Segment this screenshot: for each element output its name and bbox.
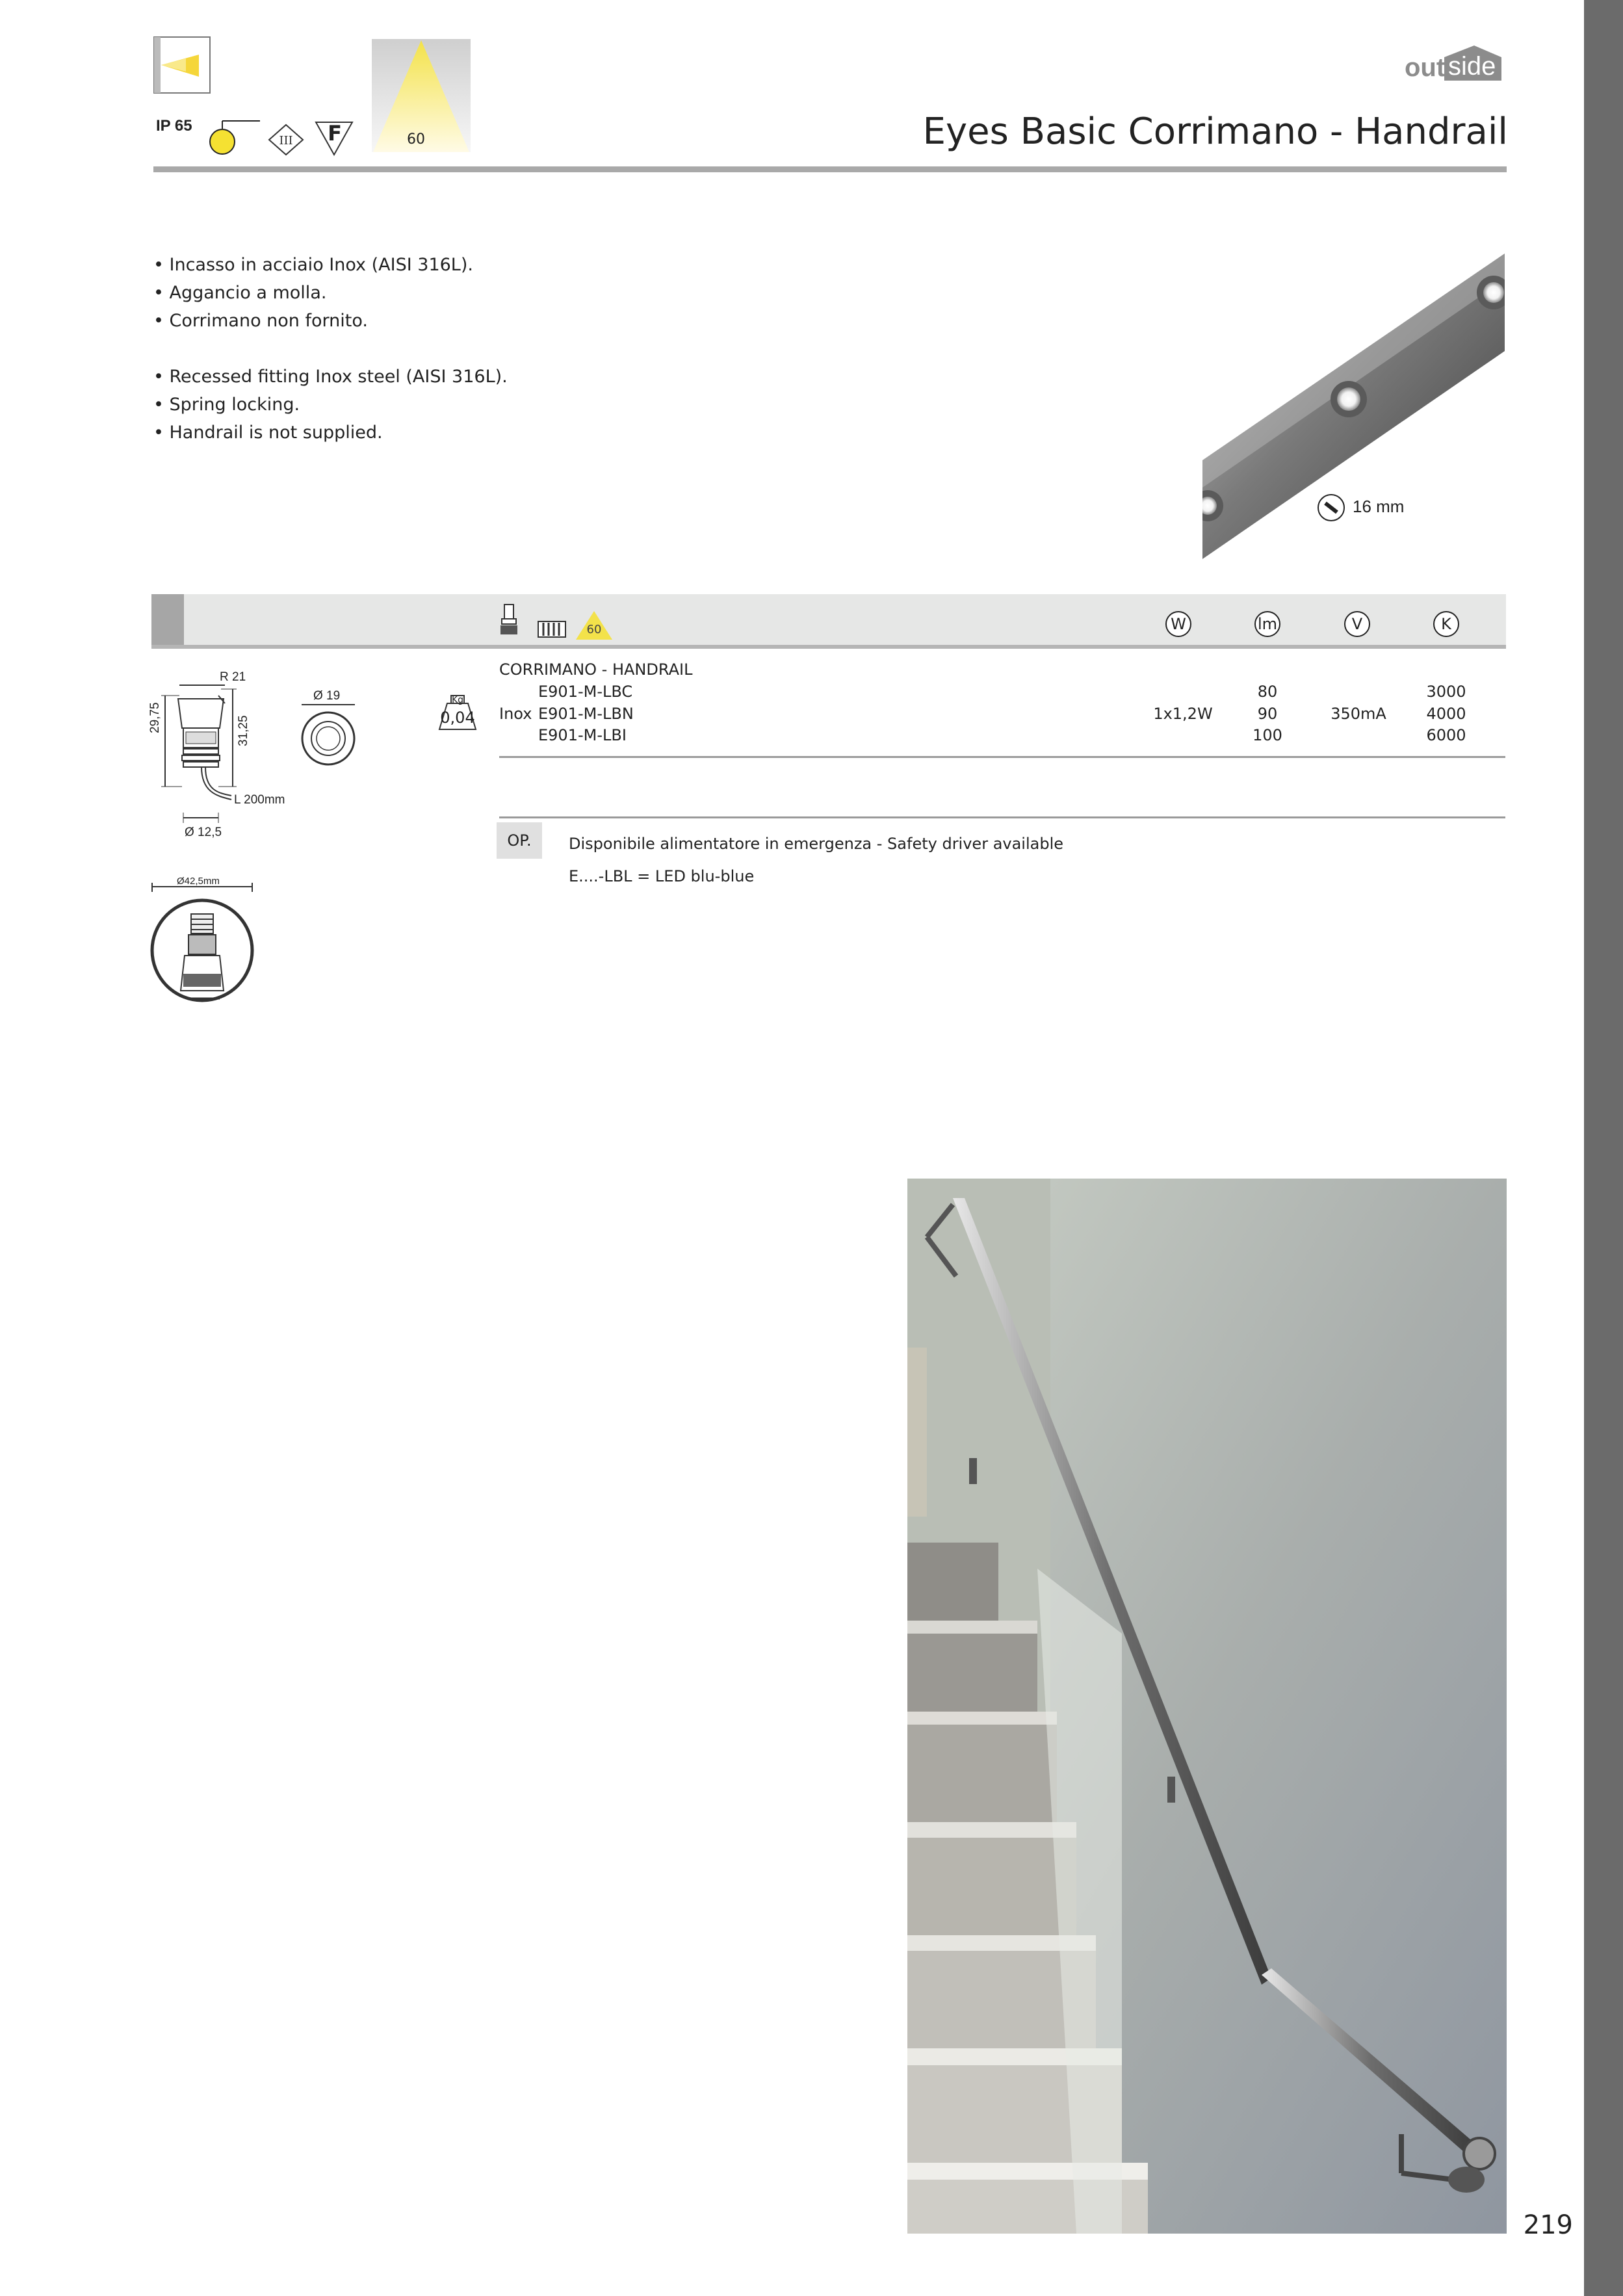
page-sidebar-stripe <box>1584 0 1623 2296</box>
desc-en-3: • Handrail is not supplied. <box>153 423 383 443</box>
drill-diameter-label: 16 mm <box>1353 497 1405 516</box>
option-line: E....-LBL = LED blu-blue <box>569 867 755 885</box>
front-view-drawing <box>296 702 361 767</box>
table-finish: Inox <box>499 705 532 723</box>
table-section-title: CORRIMANO - HANDRAIL <box>499 660 693 679</box>
brand-logo-text-light: out <box>1405 53 1446 82</box>
brand-logo-text-dark: side <box>1448 52 1496 81</box>
page-number: 219 <box>1523 2210 1573 2240</box>
table-row-kelvin: 6000 <box>1426 726 1466 744</box>
header-divider <box>153 166 1507 172</box>
lamp-fitting-icon <box>498 603 521 638</box>
drill-diameter-icon <box>1316 493 1346 523</box>
table-row-code: E901-M-LBI <box>538 726 627 744</box>
lumen-column-icon: lm <box>1254 611 1280 637</box>
watt-column-icon: W <box>1165 611 1191 637</box>
brand-logo <box>1397 40 1508 86</box>
svg-text:III: III <box>279 134 293 148</box>
f-mark-letter: F <box>328 121 342 146</box>
drawing-radius-label: R 21 <box>220 670 246 684</box>
desc-en-2: • Spring locking. <box>153 395 300 415</box>
table-row-code: E901-M-LBN <box>538 705 634 723</box>
description-block <box>153 251 508 447</box>
led-module-icon <box>537 620 567 640</box>
drawing-cable-label: L 200mm <box>234 793 285 807</box>
weight-value: 0,04 <box>440 709 475 727</box>
desc-it-1: • Incasso in acciaio Inox (AISI 316L). <box>153 255 473 275</box>
table-header-underline <box>151 645 1506 649</box>
side-view-drawing <box>153 670 296 845</box>
table-bottom-rule <box>499 756 1505 758</box>
drawing-handrail-diameter-label: Ø42,5mm <box>177 876 220 887</box>
table-row-kelvin: 3000 <box>1426 683 1466 701</box>
kelvin-column-icon: K <box>1433 611 1459 637</box>
drawing-front-diameter-label: Ø 19 <box>313 689 341 703</box>
ip-rating: IP 65 <box>156 117 192 135</box>
volt-column-icon: V <box>1344 611 1370 637</box>
table-row-kelvin: 4000 <box>1426 705 1466 723</box>
table-current: 350mA <box>1331 705 1386 723</box>
recessed-wall-light-icon <box>153 36 212 95</box>
desc-it-3: • Corrimano non fornito. <box>153 311 368 331</box>
class-iii-icon <box>268 124 304 156</box>
staircase-handrail-photo <box>907 1179 1507 2234</box>
table-row-lumen: 80 <box>1257 683 1278 701</box>
table-header-bar <box>151 594 1506 647</box>
table-power: 1x1,2W <box>1153 705 1213 723</box>
weight-unit: Kg <box>451 695 464 705</box>
desc-it-2: • Aggancio a molla. <box>153 283 327 303</box>
options-label: OP. <box>497 822 542 859</box>
bulb-icon <box>208 120 263 159</box>
table-beam-angle: 60 <box>586 623 602 636</box>
table-row-lumen: 100 <box>1253 726 1282 744</box>
option-line: Disponibile alimentatore in emergenza - Safety driver available <box>569 835 1064 853</box>
beam-angle-value: 60 <box>407 131 425 148</box>
drawing-height-label: 31,25 <box>237 715 250 746</box>
drawing-diameter-label: Ø 12,5 <box>185 826 222 839</box>
options-top-rule <box>499 816 1505 818</box>
desc-en-1: • Recessed fitting Inox steel (AISI 316L). <box>153 367 508 387</box>
table-header-accent <box>151 594 184 647</box>
drawing-height-label: 29,75 <box>148 702 162 733</box>
table-row-code: E901-M-LBC <box>538 683 633 701</box>
page-title: Eyes Basic Corrimano - Handrail <box>922 111 1508 153</box>
table-row-lumen: 90 <box>1257 705 1278 723</box>
handrail-section-drawing <box>148 883 259 1006</box>
